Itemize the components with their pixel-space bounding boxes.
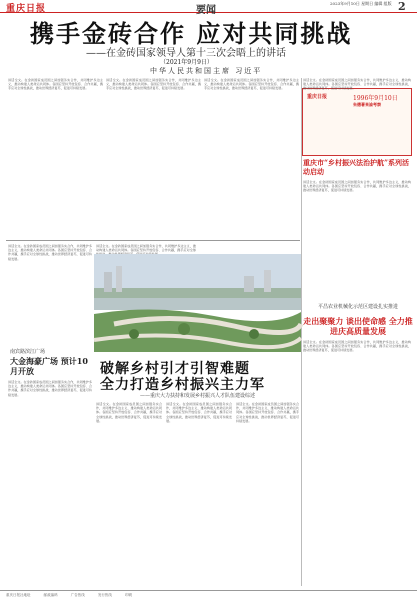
article-column: 讲话全文。在金砖国家成员国之间加强务实合作，共同维护多边主义，推动构建人类命运共同体。各国应坚持开放包容、合作共赢，携手应对全球性挑战，推动世界经济复苏，促进可持续发展。	[106, 78, 201, 91]
article-column: 讲话全文。在金砖国家成员国之间加强务实合作，共同维护多边主义，推动构建人类命运共同体。各国应坚持开放包容、合作共赢，携手应对全球性挑战，推动世界经济复苏，促进可持续发展。	[8, 78, 103, 91]
page-number: 2	[398, 0, 406, 13]
newspaper-logo: 重庆日报	[6, 4, 47, 14]
left-box-kicker: 南宾路滨江广场	[10, 349, 46, 355]
side-ad-box	[302, 88, 412, 156]
page-footer	[0, 590, 417, 601]
article-column: 讲话全文。在金砖国家成员国之间加强务实合作，共同维护多边主义，推动构建人类命运共同体。各国应坚持开放包容、合作共赢，携手应对全球性挑战，推动世界经济复苏，促进可持续发展。	[303, 78, 411, 91]
side-story-kicker: 平昌农业机械化示范区建设扎实推进	[317, 304, 398, 310]
side-ad-subtitle: 朱德著来渝考察	[353, 102, 381, 107]
article-column: 讲话全文。在金砖国家成员国之间加强务实合作，共同维护多边主义，推动构建人类命运共同体。各国应坚持开放包容、合作共赢，携手应对全球	[96, 244, 196, 253]
footer-item: 重庆日报社地址	[6, 593, 31, 597]
article-column: 讲话全文。在金砖国家成员国之间加强务实合作，共同维护多边主义，推动构建人类命运共同体。各国应坚持开放包容、合作共赢，携手应对全球性挑战，推动世界经济复苏，促进可持续发展。	[8, 380, 92, 397]
article-column: 讲话全文。在金砖国家成员国之间加强务实合作，共同维护多边主义，推动构建人类命运共同体。各国应坚持开放包容、合作共赢，携手应对全球性挑战，推动世界经济复苏，促进可持续发展。	[236, 402, 299, 423]
side-story-body: 讲话全文。在金砖国家成员国之间加强务实合作，共同维护多边主义，推动构建人类命运共同体。各国应坚持开放包容、合作共赢，携手应对全球性挑战，推动世界经济复苏，促进可持续发展。	[303, 340, 411, 353]
footer-item: 发行热线	[97, 593, 112, 597]
side-story-headline-2: 走出聚聚力 谈出使命感 全力推进庆高质量发展	[303, 316, 413, 336]
mid-story-headline-1: 破解乡村引才引智难题	[100, 361, 250, 377]
lead-author: 中华人民共和国主席 习近平	[150, 67, 263, 75]
footer-item: 印刷	[125, 593, 132, 597]
divider	[301, 78, 302, 586]
dateline: 2023年9月10日 星期日 编辑 组版	[330, 1, 392, 6]
divider	[6, 240, 300, 241]
left-box-title: 大金海豪广场 预计10月开放	[10, 356, 88, 376]
news-photo	[94, 254, 301, 352]
article-column: 讲话全文。在金砖国家成员国之间加强务实合作，共同维护多边主义，推动构建人类命运共同体。各国应坚持开放包容、合作共赢，携手应对全球性挑战，推动世界经济复苏，促进可持续发展。	[8, 244, 92, 261]
mid-story-subhead: ——重庆大力扶持和发展乡村振兴人才队伍建设综述	[140, 393, 256, 399]
lead-date: （2021年9月9日）	[160, 59, 213, 66]
lead-headline: 携手金砖合作 应对共同挑战	[30, 20, 353, 48]
article-column: 讲话全文。在金砖国家成员国之间加强务实合作，共同维护多边主义，推动构建人类命运共同体。各国应坚持开放包容、合作共赢，携手应对全球性挑战，推动世界经济复苏，促进可持续发展。	[166, 402, 232, 423]
side-story-headline: 重庆市“乡村振兴法治护航”系列活动启动	[303, 158, 410, 176]
article-column: 讲话全文。在金砖国家成员国之间加强务实合作，共同维护多边主义，推动构建人类命运共同体。各国应坚持开放包容、合作共赢，携手应对全球性挑战，推动世界经济复苏，促进可持续发展。	[204, 78, 299, 91]
mid-story-headline-2: 全力打造乡村振兴主力军	[100, 377, 265, 393]
lead-subheadline: ——在金砖国家领导人第十三次会晤上的讲话	[86, 48, 286, 59]
footer-item: 广告热线	[70, 593, 85, 597]
side-ad-date: 1996年9月10日	[353, 95, 398, 102]
footer-item: 邮政编码	[43, 593, 58, 597]
side-story-body: 讲话全文。在金砖国家成员国之间加强务实合作，共同维护多边主义，推动构建人类命运共同体。各国应坚持开放包容、合作共赢，携手应对全球性挑战，推动世界经济复苏，促进可持续发展。	[303, 180, 411, 193]
side-ad-label: 重庆日报	[307, 94, 328, 100]
article-column: 讲话全文。在金砖国家成员国之间加强务实合作，共同维护多边主义，推动构建人类命运共同体。各国应坚持开放包容、合作共赢，携手应对全球性挑战，推动世界经济复苏，促进可持续发展。	[96, 402, 162, 423]
section-title: 要闻	[196, 5, 216, 16]
